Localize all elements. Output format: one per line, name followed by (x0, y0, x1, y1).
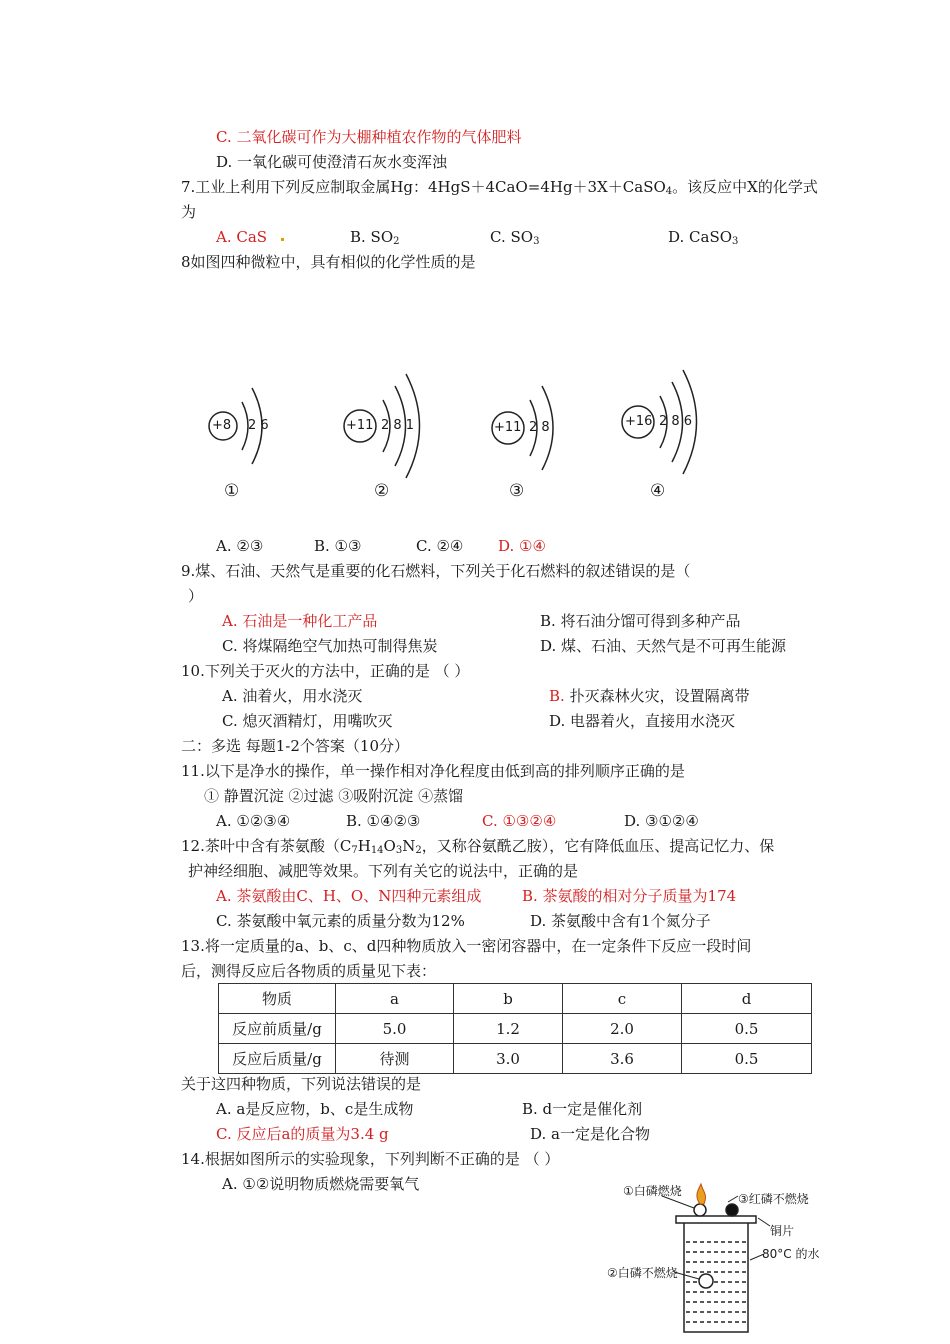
q14-stem: 14.根据如图所示的实验现象，下列判断不正确的是 （ ） (181, 1150, 560, 1168)
q12-option-d: D. 茶氨酸中含有1个氮分子 (530, 912, 711, 930)
figure-label-copper: 铜片 (770, 1224, 795, 1238)
q9-option-c: C. 将煤隔绝空气加热可制得焦炭 (222, 637, 438, 655)
q12-stem: 12.茶叶中含有茶氨酸（$C_7H_{14}O_3N_2$，又称谷氨酰乙胺），它有降低血压、提高记忆力、保 (181, 837, 775, 856)
atom-4-shells: 2 8 6 (659, 414, 693, 429)
table-cell: 0.5 (682, 1044, 812, 1074)
atom-2-shells: 2 8 1 (381, 418, 415, 433)
q13-option-b: B. d一定是催化剂 (522, 1100, 643, 1118)
figure-label-2: ②白磷不燃烧 (607, 1266, 678, 1280)
q8-option-b: B. ①③ (314, 537, 362, 555)
q10-option-b-text: 扑灭森林火灾，设置隔离带 (569, 687, 750, 705)
atom-4-label: ④ (650, 481, 666, 501)
atom-3-shells: 2 8 (529, 420, 550, 435)
table-row (219, 1044, 812, 1074)
q12-option-a: A. 茶氨酸由C、H、O、N四种元素组成 (216, 887, 482, 905)
dot-mark (281, 238, 284, 241)
q13-stem-cont: 后，测得反应后各物质的质量见下表： (181, 962, 437, 980)
q11-option-c: C. ①③②④ (482, 812, 557, 830)
q9-option-a: A. 石油是一种化工产品 (222, 612, 378, 630)
q9-stem-cont: ） (188, 587, 204, 605)
q7-option-b: B. $SO_2$ (350, 228, 400, 247)
q12-option-c: C. 茶氨酸中氧元素的质量分数为12% (216, 912, 465, 930)
table-cell: 反应后质量/g (219, 1044, 336, 1074)
table-cell: 5.0 (336, 1014, 454, 1044)
atom-2-nucleus: +11 (346, 418, 374, 433)
table-header-cell: 物质 (219, 984, 336, 1014)
q11-items: ① 静置沉淀 ②过滤 ③吸附沉淀 ④蒸馏 (204, 787, 464, 805)
figure-label-water: 80°C 的水 (762, 1247, 820, 1261)
q13-option-a: A. a是反应物，b、c是生成物 (216, 1100, 414, 1118)
q12-option-b: B. 茶氨酸的相对分子质量为174 (522, 887, 737, 905)
table-header-row (219, 984, 812, 1014)
q6-option-d: D. 一氧化碳可使澄清石灰水变浑浊 (216, 153, 448, 171)
q9-stem: 9.煤、石油、天然气是重要的化石燃料，下列关于化石燃料的叙述错误的是（ (181, 562, 691, 580)
atom-2-label: ② (374, 481, 390, 501)
q8-option-d: D. ①④ (498, 537, 546, 555)
table-row (219, 1014, 812, 1044)
q10-stem: 10.下列关于灭火的方法中，正确的是 （ ） (181, 662, 470, 680)
q7-stem: 7.工业上利用下列反应制取金属Hg：4HgS＋4CaO=4Hg＋3X＋CaSO$_4$。该反应中X的化学式 (181, 178, 818, 197)
q11-option-d: D. ③①②④ (624, 812, 699, 830)
table-cell: 1.2 (454, 1014, 563, 1044)
q10-option-b: B. 扑灭森林火灾，设置隔离带 (549, 687, 750, 705)
atom-3-label: ③ (509, 481, 525, 501)
table-cell: 2.0 (563, 1014, 682, 1044)
q7-option-c: C. $SO_3$ (490, 228, 540, 247)
q6-option-c: C. 二氧化碳可作为大棚种植农作物的气体肥料 (216, 128, 522, 146)
q11-option-b: B. ①④②③ (346, 812, 421, 830)
q8-stem: 8如图四种微粒中，具有相似的化学性质的是 (181, 253, 476, 271)
q10-option-c: C. 熄灭酒精灯，用嘴吹灭 (222, 712, 393, 730)
flame-icon (697, 1184, 706, 1204)
q13-stem: 13.将一定质量的a、b、c、d四种物质放入一密闭容器中，在一定条件下反应一段时间 (181, 937, 752, 955)
table-cell: 0.5 (682, 1014, 812, 1044)
q10-option-d: D. 电器着火，直接用水浇灭 (549, 712, 736, 730)
q8-option-c: C. ②④ (416, 537, 464, 555)
atom-1-nucleus: +8 (212, 418, 232, 433)
atom-3-nucleus: +11 (494, 420, 522, 435)
table-header-cell: c (563, 984, 682, 1014)
q7-stem-cont: 为 (181, 203, 197, 221)
q13-option-d: D. a一定是化合物 (530, 1125, 650, 1143)
figure-label-3: ③红磷不燃烧 (738, 1192, 809, 1206)
q13-option-c: C. 反应后a的质量为3.4 g (216, 1125, 389, 1143)
q9-option-d: D. 煤、石油、天然气是不可再生能源 (540, 637, 787, 655)
q11-option-a: A. ①②③④ (216, 812, 291, 830)
table-header-cell: b (454, 984, 563, 1014)
q7-option-a: A. CaS (216, 228, 268, 246)
table-cell: 3.0 (454, 1044, 563, 1074)
figure-label-1: ①白磷燃烧 (623, 1184, 682, 1198)
q12-stem-cont: 护神经细胞、减肥等效果。下列有关它的说法中，正确的是 (188, 862, 579, 880)
atom-1-shells: 2 6 (248, 418, 269, 433)
section-2-heading: 二：多选 每题1-2个答案（10分） (181, 737, 410, 755)
q9-option-b: B. 将石油分馏可得到多种产品 (540, 612, 741, 630)
atom-diagrams (190, 360, 710, 510)
table-cell: 反应前质量/g (219, 1014, 336, 1044)
q14-option-a: A. ①②说明物质燃烧需要氧气 (222, 1175, 420, 1193)
q13-stem-2: 关于这四种物质，下列说法错误的是 (181, 1075, 422, 1093)
table-header-cell: d (682, 984, 812, 1014)
q8-option-a: A. ②③ (216, 537, 264, 555)
atom-4-nucleus: +16 (625, 414, 653, 429)
q11-stem: 11.以下是净水的操作，单一操作相对净化程度由低到高的排列顺序正确的是 (181, 762, 685, 780)
atom-1-label: ① (224, 481, 240, 501)
table-cell: 待测 (336, 1044, 454, 1074)
table-header-cell: a (336, 984, 454, 1014)
q10-option-a: A. 油着火，用水浇灭 (222, 687, 363, 705)
table-cell: 3.6 (563, 1044, 682, 1074)
q7-option-d: D. CaSO$_3$ (668, 228, 739, 247)
mass-table (218, 983, 812, 1074)
